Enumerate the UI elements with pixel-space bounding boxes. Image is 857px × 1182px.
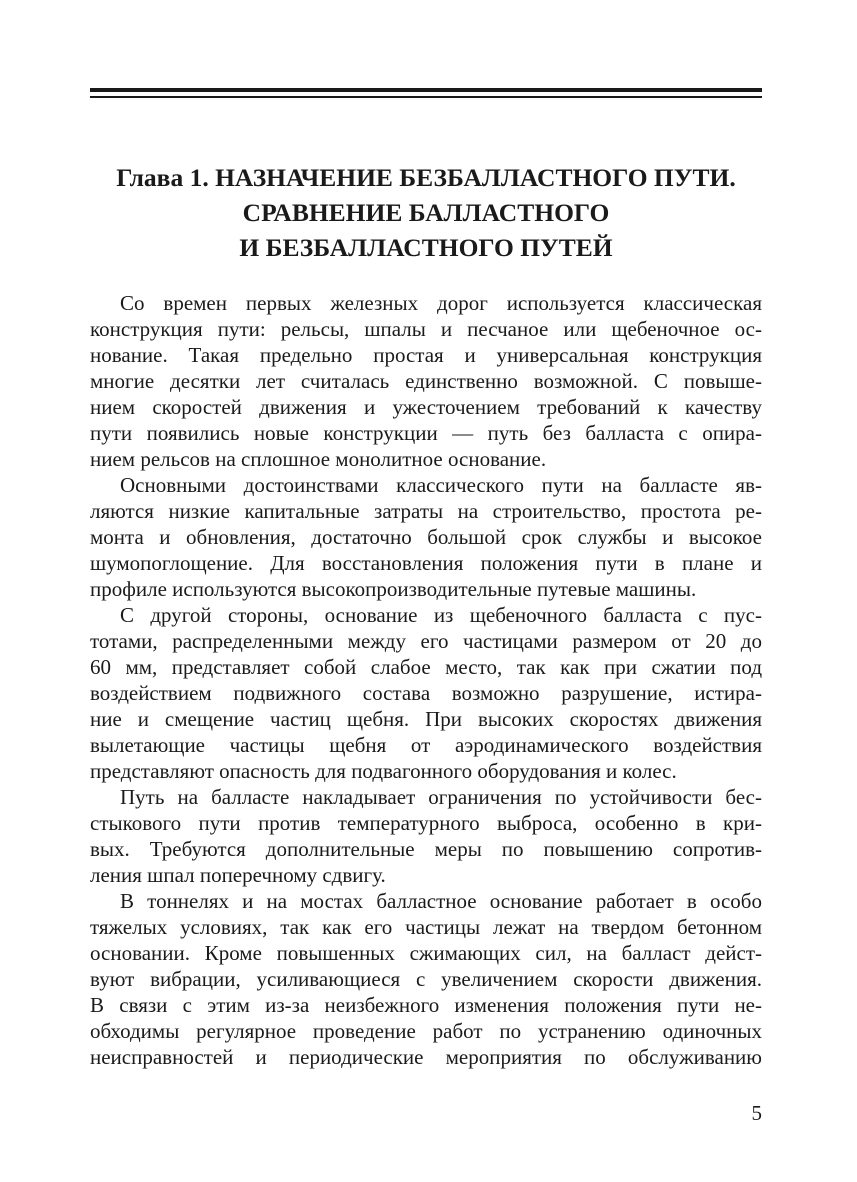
text-line: вуют вибрации, усиливающиеся с увеличением скорости движения. xyxy=(90,967,762,991)
text-line: ления шпал поперечному сдвигу. xyxy=(90,863,386,887)
paragraph xyxy=(90,472,762,602)
header-rule-thick xyxy=(90,88,762,92)
text-line: обходимы регулярное проведение работ по устранению одиночных xyxy=(90,1019,762,1043)
text-line: многие десятки лет считалась единственно возможной. С повыше- xyxy=(90,369,762,393)
text-line: С другой стороны, основание из щебеночного балласта с пус- xyxy=(120,603,762,627)
text-line: основании. Кроме повышенных сжимающих сил, на балласт дейст- xyxy=(90,941,762,965)
text-line: конструкция пути: рельсы, шпалы и песчаное или щебеночное ос- xyxy=(90,317,762,341)
text-line: профиле используются высокопроизводительные путевые машины. xyxy=(90,577,697,601)
text-line: Со времен первых железных дорог используется классическая xyxy=(120,291,762,315)
text-line: ляются низкие капитальные затраты на строительство, простота ре- xyxy=(90,499,762,523)
paragraph xyxy=(90,784,762,888)
body-text xyxy=(90,290,762,1070)
text-line: Основными достоинствами классического пути на балласте яв- xyxy=(120,473,762,497)
paragraph xyxy=(90,290,762,472)
chapter-title-line: Глава 1. НАЗНАЧЕНИЕ БЕЗБАЛЛАСТНОГО ПУТИ. xyxy=(116,163,736,192)
chapter-title-line: СРАВНЕНИЕ БАЛЛАСТНОГО xyxy=(242,198,610,227)
text-line: нием скоростей движения и ужесточением требований к качеству xyxy=(90,395,762,419)
text-line: тяжелых условиях, так как его частицы лежат на твердом бетонном xyxy=(90,915,762,939)
text-line: монта и обновления, достаточно большой срок службы и высокое xyxy=(90,525,762,549)
chapter-title xyxy=(90,160,762,265)
text-line: пути появились новые конструкции — путь без балласта с опира- xyxy=(90,421,762,445)
page-number: 5 xyxy=(751,1101,762,1125)
text-line: шумопоглощение. Для восстановления положения пути в плане и xyxy=(90,551,762,575)
text-line: вылетающие частицы щебня от аэродинамического воздействия xyxy=(90,733,762,757)
text-line: тотами, распределенными между его частицами размером от 20 до xyxy=(90,629,762,653)
text-line: нием рельсов на сплошное монолитное основание. xyxy=(90,447,547,471)
text-line: ние и смещение частиц щебня. При высоких скоростях движения xyxy=(90,707,762,731)
text-line: стыкового пути против температурного выброса, особенно в кри- xyxy=(90,811,762,835)
text-line: неисправностей и периодические мероприятия по обслуживанию xyxy=(90,1045,762,1069)
text-line: В тоннелях и на мостах балластное основание работает в особо xyxy=(120,889,762,913)
paragraph xyxy=(90,602,762,784)
paragraph xyxy=(90,888,762,1070)
text-line: В связи с этим из-за неизбежного изменения положения пути не- xyxy=(90,993,762,1017)
text-line: представляют опасность для подвагонного оборудования и колес. xyxy=(90,759,677,783)
text-line: Путь на балласте накладывает ограничения по устойчивости бес- xyxy=(120,785,762,809)
text-line: воздействием подвижного состава возможно разрушение, истира- xyxy=(90,681,762,705)
chapter-title-line: И БЕЗБАЛЛАСТНОГО ПУТЕЙ xyxy=(239,233,613,262)
text-line: нование. Такая предельно простая и универсальная конструкция xyxy=(90,343,762,367)
text-line: вых. Требуются дополнительные меры по повышению сопротив- xyxy=(90,837,762,861)
header-rule-thin xyxy=(90,96,762,98)
text-line: 60 мм, представляет собой слабое место, так как при сжатии под xyxy=(90,655,762,679)
